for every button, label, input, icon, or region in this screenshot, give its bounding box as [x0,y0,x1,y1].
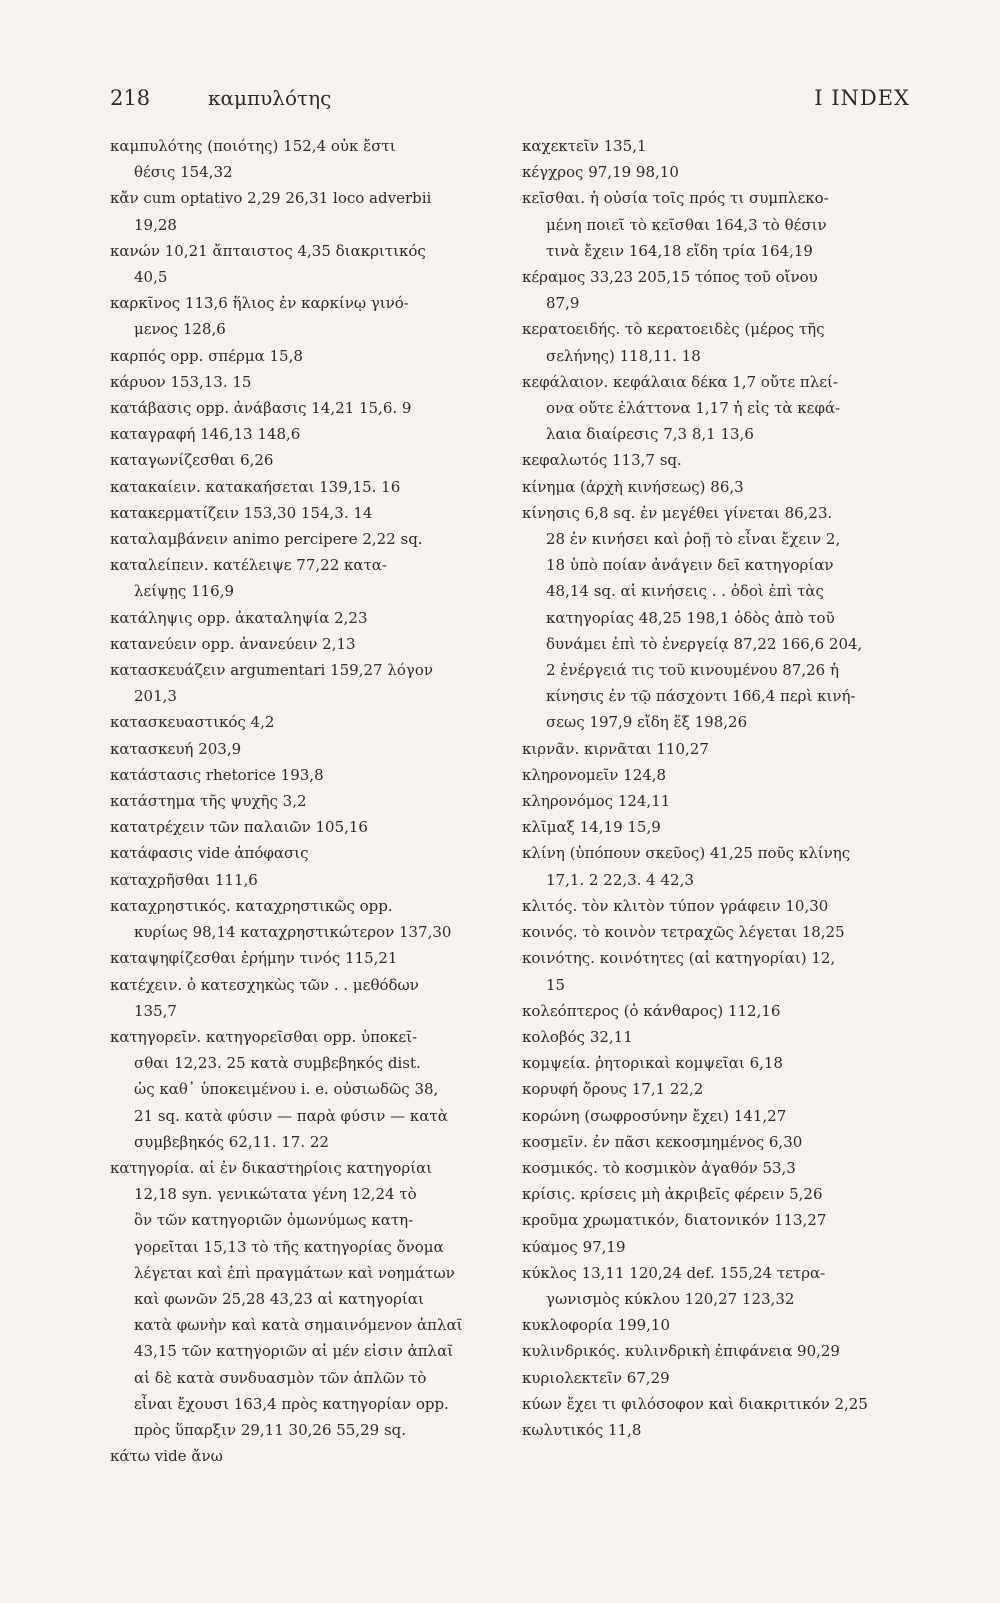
entry-line: καμπυλότης (ποιότης) 152,4 οὐκ ἔστι [110,137,396,155]
entry-line: σεως 197,9 εἴδη ἕξ 198,26 [546,713,748,732]
entry-line: 19,28 [134,215,177,234]
entry-line: κανών 10,21 ἄπταιστος 4,35 διακριτικός [110,241,426,260]
entry-line: καταγωνίζεσθαι 6,26 [110,451,274,470]
index-entry [110,369,490,395]
index-entry [110,500,490,526]
entry-line: κορυφή ὄρους 17,1 22,2 [522,1080,704,1099]
entry-line: κατάστασις rhetorice 193,8 [110,765,324,784]
entry-line: συμβεβηκός 62,11. 17. 22 [134,1132,329,1151]
index-entry [110,421,490,447]
page-number: 218 [110,86,151,110]
index-entry [110,893,490,945]
entry-line: κατέχειν. ὁ κατεσχηκὼς τῶν . . μεθόδων [110,975,419,994]
left-index-column [110,133,490,1469]
index-entry [110,788,490,814]
entry-line: κοσμικός. τὸ κοσμικὸν ἀγαθόν 53,3 [522,1158,796,1177]
entry-line: 48,14 sq. αἱ κινήσεις . . ὁδοὶ ἐπὶ τὰς [546,582,824,601]
index-entry [522,893,912,919]
index-entry [522,133,912,159]
entry-line: καὶ φωνῶν 25,28 43,23 αἱ κατηγορίαι [134,1289,424,1308]
index-entry [110,290,490,342]
entry-line: κατακερματίζειν 153,30 154,3. 14 [110,503,373,522]
index-entry [522,840,912,892]
entry-line: κατασκευή 203,9 [110,739,242,758]
index-entry [522,1181,912,1207]
entry-line: καταψηφίζεσθαι ἐρήμην τινός 115,21 [110,949,398,968]
page-header [110,86,910,120]
entry-line: γωνισμὸς κύκλου 120,27 123,32 [546,1289,795,1308]
entry-line: κατάληψις opp. ἀκαταληψία 2,23 [110,608,368,627]
index-entry [110,552,490,604]
entry-line: 87,9 [546,294,580,313]
entry-line: 2 ἐνέργειά τις τοῦ κινουμένου 87,26 ἡ [546,661,839,680]
index-entry [522,369,912,448]
entry-line: καταλείπειν. κατέλειψε 77,22 κατα- [110,556,388,575]
index-entry [522,264,912,316]
entry-line: κλίνη (ὑπόπουν σκεῦος) 41,25 ποῦς κλίνης [522,844,851,863]
entry-line: κυκλοφορία 199,10 [522,1316,671,1335]
entry-line: κατηγορία. αἱ ἐν δικαστηρίοις κατηγορίαι [110,1158,433,1177]
entry-line: κερατοειδής. τὸ κερατοειδὲς (μέρος τῆς [522,320,825,339]
entry-line: κάρυον 153,13. 15 [110,372,252,391]
entry-line: αἱ δὲ κατὰ συνδυασμὸν τῶν ἁπλῶν τὸ [134,1368,427,1387]
index-entry [522,736,912,762]
entry-line: κοινός. τὸ κοινὸν τετραχῶς λέγεται 18,25 [522,923,845,942]
index-entry [522,1338,912,1364]
index-entry [522,159,912,185]
index-entry [110,814,490,840]
index-entry [110,840,490,866]
index-entry [522,814,912,840]
entry-line: κύαμος 97,19 [522,1237,626,1256]
entry-line: μενος 128,6 [134,320,226,339]
entry-line: κατάβασις opp. ἀνάβασις 14,21 15,6. 9 [110,399,412,418]
entry-line: δυνάμει ἐπὶ τὸ ἐνεργείᾳ 87,22 166,6 204, [546,634,863,653]
index-entry [110,945,490,971]
index-entry [110,631,490,657]
running-title: καμπυλότης [208,86,332,110]
entry-line: πρὸς ὕπαρξιν 29,11 30,26 55,29 sq. [134,1420,407,1439]
entry-line: λέγεται καὶ ἐπὶ πραγμάτων καὶ νοημάτων [134,1263,455,1282]
entry-line: κατασκευαστικός 4,2 [110,713,275,732]
index-entry [522,1024,912,1050]
entry-line: κατάφασις vide ἀπόφασις [110,844,309,863]
index-entry [110,343,490,369]
index-entry [522,316,912,368]
entry-line: κίνημα (ἀρχὴ κινήσεως) 86,3 [522,477,744,496]
index-entry [522,1260,912,1312]
entry-line: 17,1. 2 22,3. 4 42,3 [546,870,694,889]
entry-line: ονα οὔτε ἐλάττονα 1,17 ἡ εἰς τὰ κεφά- [546,399,841,418]
index-entry [522,1129,912,1155]
entry-line: κάτω vide ἄνω [110,1447,223,1466]
entry-line: καταχρῆσθαι 111,6 [110,870,258,889]
entry-line: κἄν cum optativo 2,29 26,31 loco adverbii [110,189,432,208]
index-entry [110,185,490,237]
entry-line: 12,18 syn. γενικώτατα γένη 12,24 τὸ [134,1185,417,1204]
index-entry [110,1024,490,1155]
index-entry [522,500,912,736]
index-entry [522,1365,912,1391]
section-title: I INDEX [814,86,910,110]
index-entry [522,762,912,788]
entry-line: κατατρέχειν τῶν παλαιῶν 105,16 [110,818,368,837]
entry-line: 28 ἐν κινήσει καὶ ῥοῇ τὸ εἶναι ἔχειν 2, [546,530,841,549]
entry-line: καρκῖνος 113,6 ἥλιος ἐν καρκίνῳ γινό- [110,294,409,313]
entry-line: κατηγορίας 48,25 198,1 ὁδὸς ἀπὸ τοῦ [546,608,835,627]
index-entry [110,133,490,185]
entry-line: γορεῖται 15,13 τὸ τῆς κατηγορίας ὄνομα [134,1237,444,1256]
entry-line: κιρνᾶν. κιρνᾶται 110,27 [522,739,709,758]
entry-line: λείψῃς 116,9 [134,582,235,601]
entry-line: κατὰ φωνὴν καὶ κατὰ σημαινόμενον ἁπλαῖ [134,1316,463,1335]
index-entry [522,1076,912,1102]
entry-line: κυλινδρικός. κυλινδρικὴ ἐπιφάνεια 90,29 [522,1342,840,1361]
index-entry [522,945,912,997]
entry-line: κοινότης. κοινότητες (αἱ κατηγορίαι) 12, [522,949,836,968]
entry-line: 18 ὑπὸ ποίαν ἀνάγειν δεῖ κατηγορίαν [546,556,834,575]
entry-line: κροῦμα χρωματικόν, διατονικόν 113,27 [522,1211,827,1230]
entry-line: κληρονόμος 124,11 [522,792,671,811]
entry-line: κυριολεκτεῖν 67,29 [522,1368,670,1387]
entry-line: 15 [546,975,566,994]
index-entry [110,657,490,709]
entry-line: καταγραφή 146,13 148,6 [110,425,301,444]
index-entry [522,1234,912,1260]
entry-line: τινὰ ἔχειν 164,18 εἴδη τρία 164,19 [546,241,813,260]
index-entry [522,788,912,814]
entry-line: 135,7 [134,1001,177,1020]
entry-line: κατακαίειν. κατακαήσεται 139,15. 16 [110,477,401,496]
entry-line: καταχρηστικός. καταχρηστικῶς opp. [110,896,393,915]
entry-line: σθαι 12,23. 25 κατὰ συμβεβηκός dist. [134,1054,421,1073]
index-entry [110,238,490,290]
index-entry [110,474,490,500]
index-entry [110,867,490,893]
entry-line: κοσμεῖν. ἐν πᾶσι κεκοσμημένος 6,30 [522,1132,803,1151]
entry-line: λαια διαίρεσις 7,3 8,1 13,6 [546,425,754,444]
entry-line: καταλαμβάνειν animo percipere 2,22 sq. [110,530,423,549]
entry-line: κατασκευάζειν argumentari 159,27 λόγον [110,661,433,680]
index-entry [522,1312,912,1338]
entry-line: ὂν τῶν κατηγοριῶν ὁμωνύμως κατη- [134,1211,414,1230]
index-entry [110,605,490,631]
entry-line: κατανεύειν opp. ἀνανεύειν 2,13 [110,634,356,653]
index-entry [522,474,912,500]
index-entry [522,919,912,945]
index-entry [522,1391,912,1417]
entry-line: κέραμος 33,23 205,15 τόπος τοῦ οἴνου [522,268,818,287]
entry-line: εἶναι ἔχουσι 163,4 πρὸς κατηγορίαν opp. [134,1394,449,1413]
entry-line: κλῖμαξ 14,19 15,9 [522,818,661,837]
entry-line: θέσις 154,32 [134,163,233,182]
entry-line: κολοβός 32,11 [522,1027,633,1046]
index-entry [110,972,490,1024]
index-entry [110,1443,490,1469]
index-entry [522,1050,912,1076]
entry-line: κίνησις ἐν τῷ πάσχοντι 166,4 περὶ κινή- [546,687,856,706]
entry-line: κεφαλωτός 113,7 sq. [522,451,682,470]
entry-line: κρίσις. κρίσεις μὴ ἀκριβεῖς φέρειν 5,26 [522,1185,823,1204]
index-entry [110,447,490,473]
index-entry [522,1207,912,1233]
index-entry [522,185,912,264]
entry-line: κύων ἔχει τι φιλόσοφον καὶ διακριτικόν 2,25 [522,1394,868,1413]
entry-line: σελήνης) 118,11. 18 [546,346,701,365]
index-entry [522,1103,912,1129]
entry-line: ὡς καθ᾿ ὑποκειμένου i. e. οὐσιωδῶς 38, [134,1080,439,1099]
entry-line: 43,15 τῶν κατηγοριῶν αἱ μέν εἰσιν ἁπλαῖ [134,1342,454,1361]
entry-line: 40,5 [134,268,168,287]
entry-line: κλιτός. τὸν κλιτὸν τύπον γράφειν 10,30 [522,896,829,915]
index-entry [522,998,912,1024]
entry-line: κίνησις 6,8 sq. ἐν μεγέθει γίνεται 86,23. [522,503,833,522]
index-entry [110,1155,490,1443]
right-index-column [522,133,912,1443]
index-entry [110,526,490,552]
entry-line: κεῖσθαι. ἡ οὐσία τοῖς πρός τι συμπλεκο- [522,189,829,208]
entry-line: κεφάλαιον. κεφάλαια δέκα 1,7 οὔτε πλεί- [522,372,838,391]
entry-line: καρπός opp. σπέρμα 15,8 [110,346,303,365]
index-entry [522,1417,912,1443]
index-entry [110,709,490,735]
entry-line: κέγχρος 97,19 98,10 [522,163,679,182]
index-entry [110,395,490,421]
entry-line: 21 sq. κατὰ φύσιν — παρὰ φύσιν — κατὰ [134,1106,448,1125]
entry-line: κατάστημα τῆς ψυχῆς 3,2 [110,792,307,811]
entry-line: καχεκτεῖν 135,1 [522,137,647,155]
entry-line: κύκλος 13,11 120,24 def. 155,24 τετρα- [522,1263,826,1282]
entry-line: κορώνη (σωφροσύνην ἔχει) 141,27 [522,1106,787,1125]
index-entry [110,762,490,788]
index-entry [522,1155,912,1181]
entry-line: κυρίως 98,14 καταχρηστικώτερον 137,30 [134,923,452,942]
entry-line: 201,3 [134,687,177,706]
index-entry [110,736,490,762]
entry-line: κολεόπτερος (ὁ κάνθαρος) 112,16 [522,1001,781,1020]
entry-line: κομψεία. ῥητορικαὶ κομψεῖαι 6,18 [522,1054,783,1073]
entry-line: κωλυτικός 11,8 [522,1420,642,1439]
entry-line: κατηγορεῖν. κατηγορεῖσθαι opp. ὑποκεῖ- [110,1027,418,1046]
index-entry [522,447,912,473]
entry-line: κληρονομεῖν 124,8 [522,765,667,784]
entry-line: μένη ποιεῖ τὸ κεῖσθαι 164,3 τὸ θέσιν [546,215,827,234]
